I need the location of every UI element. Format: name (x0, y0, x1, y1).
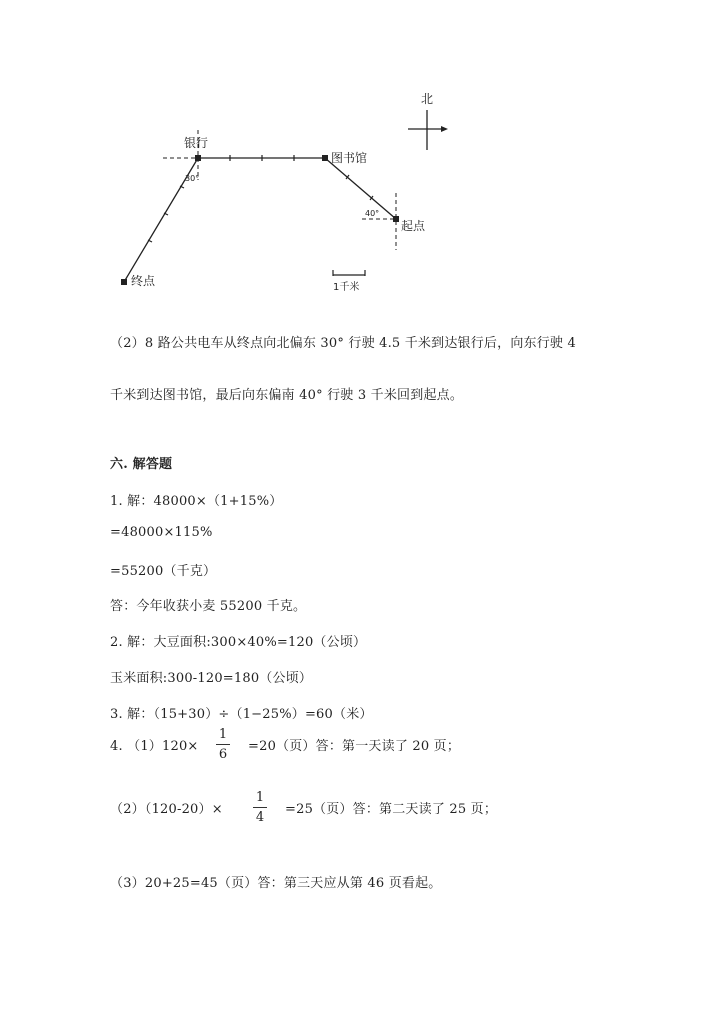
q2-line2: 玉米面积:300-120=180（公顷） (110, 671, 313, 686)
q4-part2-fraction (253, 790, 267, 825)
route-path (124, 155, 396, 282)
q1-line3: =55200（千克） (110, 564, 217, 579)
scale-label: 1千米 (333, 282, 360, 293)
bank-point (195, 155, 201, 161)
part2-line1: （2）8 路公共电车从终点向北偏东 30° 行驶 4.5 千米到达银行后，向东行驶 4 (110, 336, 576, 351)
library-label: 图书馆 (331, 151, 368, 165)
end-point (121, 279, 127, 285)
q3-line: 3. 解：（15+30）÷（1−25%）=60（米） (110, 707, 373, 722)
route-diagram (0, 0, 720, 310)
north-compass-icon (408, 110, 448, 150)
angle-bank-label: 30° (185, 174, 200, 183)
fraction-numerator: 1 (255, 790, 265, 805)
fraction-numerator: 1 (218, 727, 228, 742)
angle-start-label: 40° (365, 209, 380, 218)
q4-part3: （3）20+25=45（页）答：第三天应从第 46 页看起。 (110, 876, 442, 891)
scale-bar (333, 270, 365, 276)
north-label: 北 (421, 92, 434, 106)
bank-label: 银行 (184, 136, 209, 150)
start-label: 起点 (401, 219, 426, 233)
q4-part1-fraction (216, 727, 230, 762)
fraction-denominator: 4 (255, 810, 265, 825)
section-heading: 六. 解答题 (110, 457, 173, 472)
q1-answer: 答：今年收获小麦 55200 千克。 (110, 599, 307, 614)
q1-line2: =48000×115% (110, 525, 213, 540)
q4-part1-after: =20（页）答：第一天读了 20 页； (248, 739, 461, 754)
library-point (322, 155, 328, 161)
q1-line1: 1. 解：48000×（1+15%） (110, 494, 283, 509)
fraction-denominator: 6 (218, 747, 228, 762)
part2-line2: 千米到达图书馆，最后向东偏南 40° 行驶 3 千米回到起点。 (110, 388, 464, 403)
q4-part1-before: 4. （1）120× (110, 739, 199, 754)
q4-part2-before: （2）（120-20）× (110, 802, 223, 817)
q4-part2-after: =25（页）答：第二天读了 25 页； (285, 802, 498, 817)
end-label: 终点 (131, 274, 156, 288)
q2-line1: 2. 解：大豆面积:300×40%=120（公顷） (110, 635, 367, 650)
start-point (393, 216, 399, 222)
